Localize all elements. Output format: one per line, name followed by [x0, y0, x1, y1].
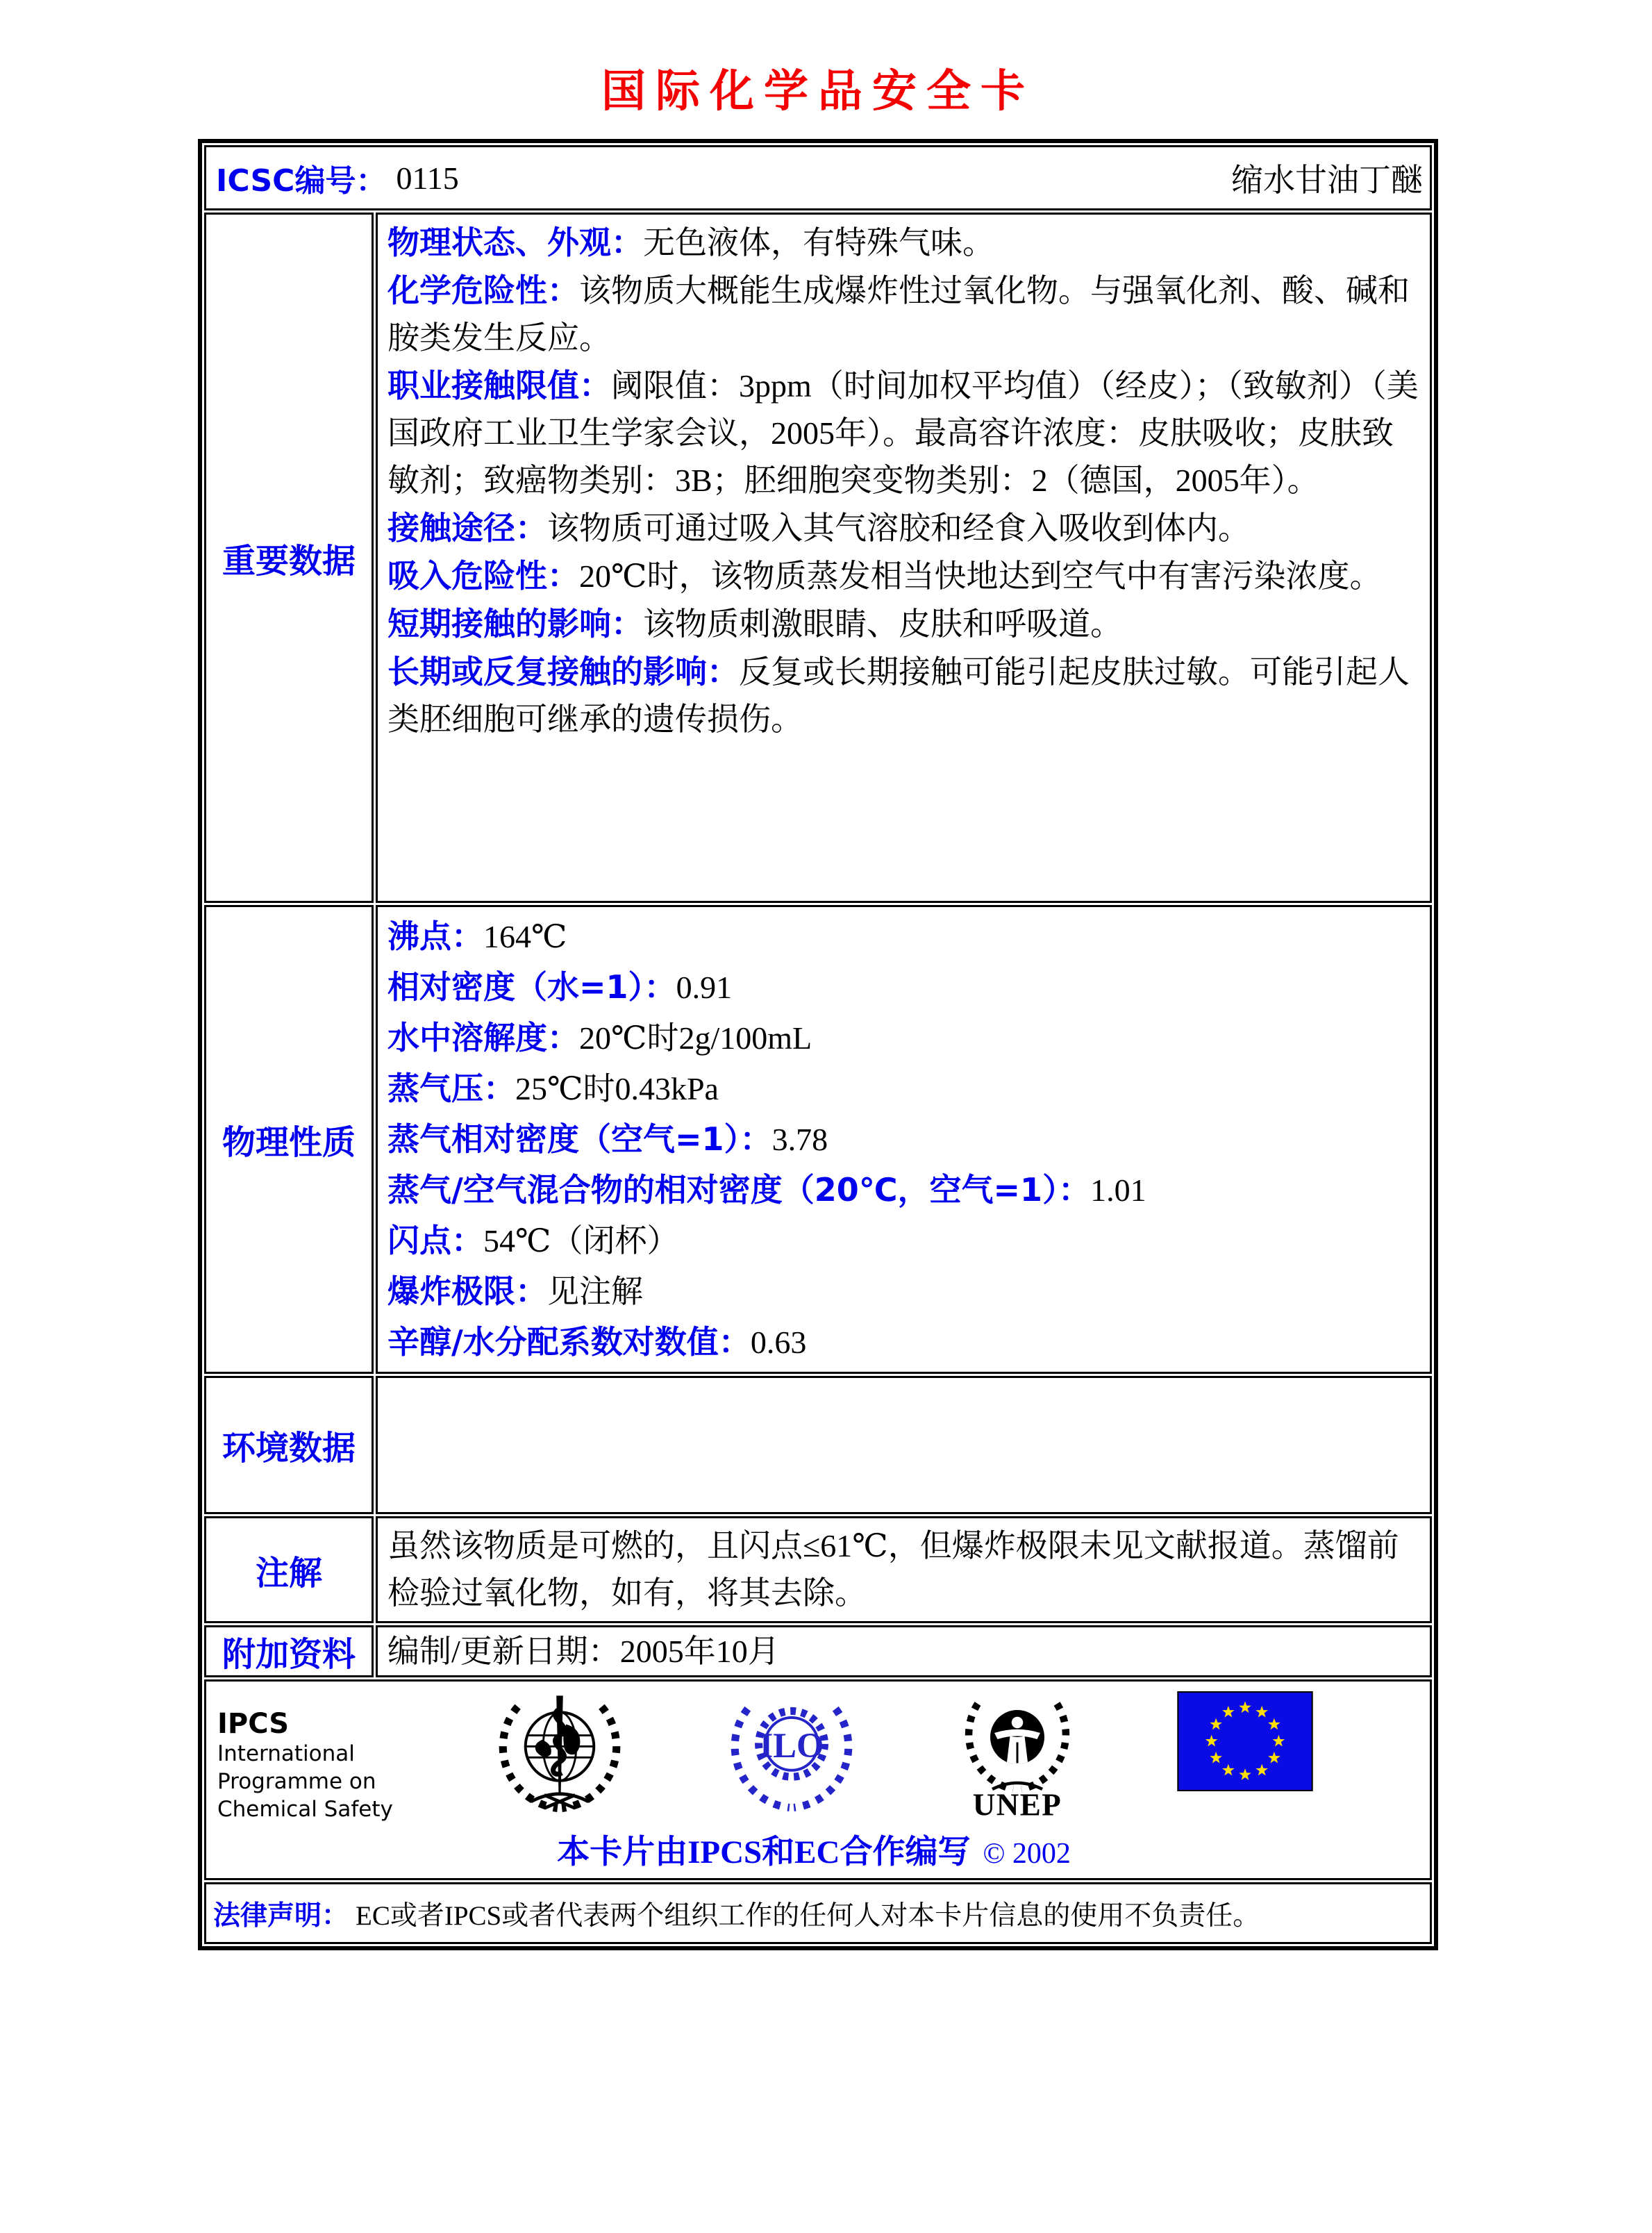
item-label: 沸点： — [387, 918, 483, 955]
item-text: 20℃时，该物质蒸发相当快地达到空气中有害污染浓度。 — [579, 558, 1382, 594]
ipcs-line-1: International — [217, 1741, 355, 1766]
unep-logo-text: UNEP — [972, 1787, 1062, 1818]
legal-text: EC或者IPCS或者代表两个组织工作的任何人对本卡片信息的使用不负责任。 — [356, 1900, 1260, 1931]
notes-content — [376, 1516, 1432, 1623]
important-item — [387, 219, 1420, 267]
ipcs-line-3: Chemical Safety — [217, 1797, 393, 1822]
physical-properties-label: 物理性质 — [204, 905, 374, 1374]
physical-item — [387, 1114, 1420, 1165]
item-text: 164℃ — [483, 919, 567, 954]
physical-item — [387, 1063, 1420, 1114]
footer-caption — [217, 1826, 1410, 1873]
physical-item — [387, 1317, 1420, 1368]
item-text: 反复或长期接触可能引起皮肤过敏。可能引起人类胚细胞可继承的遗传损伤。 — [387, 654, 1410, 737]
ipcs-text-block — [217, 1691, 393, 1823]
additional-info-text: 编制/更新日期：2005年10月 — [387, 1633, 780, 1669]
logos-cell — [204, 1679, 1432, 1880]
physical-item — [387, 1013, 1420, 1063]
important-item — [387, 648, 1420, 743]
item-label: 蒸气相对密度（空气=1）： — [387, 1120, 772, 1158]
icsc-card-table — [198, 139, 1438, 1950]
unep-logo-icon — [955, 1691, 1080, 1818]
item-text: 54℃（闭杯） — [483, 1223, 679, 1259]
item-label: 职业接触限值： — [387, 367, 611, 404]
item-text: 见注解 — [547, 1274, 643, 1309]
copyright-text: © 2002 — [983, 1838, 1071, 1870]
environmental-data-label: 环境数据 — [204, 1376, 374, 1514]
physical-properties-row — [204, 905, 1432, 1374]
item-label: 辛醇/水分配系数对数值： — [387, 1323, 751, 1361]
notes-label: 注解 — [204, 1516, 374, 1623]
legal-row — [204, 1882, 1432, 1944]
important-data-label: 重要数据 — [204, 213, 374, 903]
item-label: 相对密度（水=1）： — [387, 968, 676, 1006]
physical-properties-content — [376, 905, 1432, 1374]
notes-text: 虽然该物质是可燃的，且闪点≤61℃，但爆炸极限未见文献报道。蒸馏前检验过氧化物，如有，将其去除。 — [387, 1528, 1399, 1611]
item-label: 接触途径： — [387, 509, 547, 547]
who-logo-icon — [490, 1691, 629, 1818]
ipcs-acronym: IPCS — [217, 1708, 290, 1740]
ipcs-line-2: Programme on — [217, 1769, 376, 1794]
icsc-number-value: 0115 — [396, 160, 459, 196]
important-data-content — [376, 213, 1432, 903]
logo-strip — [217, 1691, 1410, 1823]
item-label: 长期或反复接触的影响： — [387, 653, 739, 690]
icsc-number-label: ICSC编号： — [216, 163, 387, 199]
additional-info-content — [376, 1625, 1432, 1677]
header-row — [204, 145, 1432, 210]
item-label: 物理状态、外观： — [387, 224, 643, 261]
item-text: 无色液体，有特殊气味。 — [643, 225, 994, 260]
item-label: 蒸气/空气混合物的相对密度（20℃，空气=1）： — [387, 1171, 1091, 1209]
physical-item — [387, 962, 1420, 1013]
important-item — [387, 267, 1420, 362]
additional-info-row — [204, 1625, 1432, 1677]
notes-row — [204, 1516, 1432, 1623]
important-item — [387, 362, 1420, 504]
item-text: 该物质可通过吸入其气溶胶和经食入吸收到体内。 — [547, 510, 1250, 546]
item-text: 25℃时0.43kPa — [515, 1071, 719, 1106]
item-text: 阈限值：3ppm（时间加权平均值）（经皮）；（致敏剂）（美国政府工业卫生学家会议，2005年）。最高容许浓度：皮肤吸收；皮肤致敏剂；致癌物类别：3B；胚细胞突变物类别：2（德国，2005年）。 — [387, 368, 1419, 498]
important-item — [387, 552, 1420, 600]
item-text: 0.91 — [676, 970, 733, 1005]
item-text: 20℃时2g/100mL — [579, 1020, 812, 1056]
item-text: 1.01 — [1090, 1172, 1146, 1208]
important-data-row — [204, 213, 1432, 903]
environmental-data-content — [376, 1376, 1432, 1514]
item-label: 短期接触的影响： — [387, 605, 643, 642]
physical-item — [387, 1266, 1420, 1317]
item-label: 水中溶解度： — [387, 1019, 579, 1056]
page-title: 国际化学品安全卡 — [601, 66, 1035, 117]
eu-flag-icon — [1177, 1691, 1313, 1795]
ilo-logo-icon — [726, 1691, 858, 1818]
caption-text: 本卡片由IPCS和EC合作编写 — [557, 1834, 971, 1870]
item-label: 化学危险性： — [387, 272, 579, 309]
item-label: 吸入危险性： — [387, 557, 579, 595]
ilo-logo-text: ILO — [760, 1725, 824, 1765]
additional-info-label: 附加资料 — [204, 1625, 374, 1677]
item-text: 0.63 — [750, 1325, 807, 1360]
header-cell — [204, 145, 1432, 210]
important-item — [387, 600, 1420, 648]
item-text: 3.78 — [771, 1122, 828, 1157]
environmental-data-row — [204, 1376, 1432, 1514]
item-label: 爆炸极限： — [387, 1272, 547, 1310]
item-label: 闪点： — [387, 1222, 483, 1259]
item-text: 该物质刺激眼睛、皮肤和呼吸道。 — [643, 606, 1122, 642]
chemical-name: 缩水甘油丁醚 — [1231, 163, 1423, 198]
legal-cell — [204, 1882, 1432, 1944]
important-item — [387, 504, 1420, 552]
logos-row — [204, 1679, 1432, 1880]
legal-label: 法律声明： — [213, 1900, 349, 1932]
item-label: 蒸气压： — [387, 1070, 515, 1107]
item-text: 该物质大概能生成爆炸性过氧化物。与强氧化剂、酸、碱和胺类发生反应。 — [387, 273, 1410, 356]
physical-item — [387, 1215, 1420, 1266]
physical-item — [387, 911, 1420, 962]
physical-item — [387, 1165, 1420, 1215]
